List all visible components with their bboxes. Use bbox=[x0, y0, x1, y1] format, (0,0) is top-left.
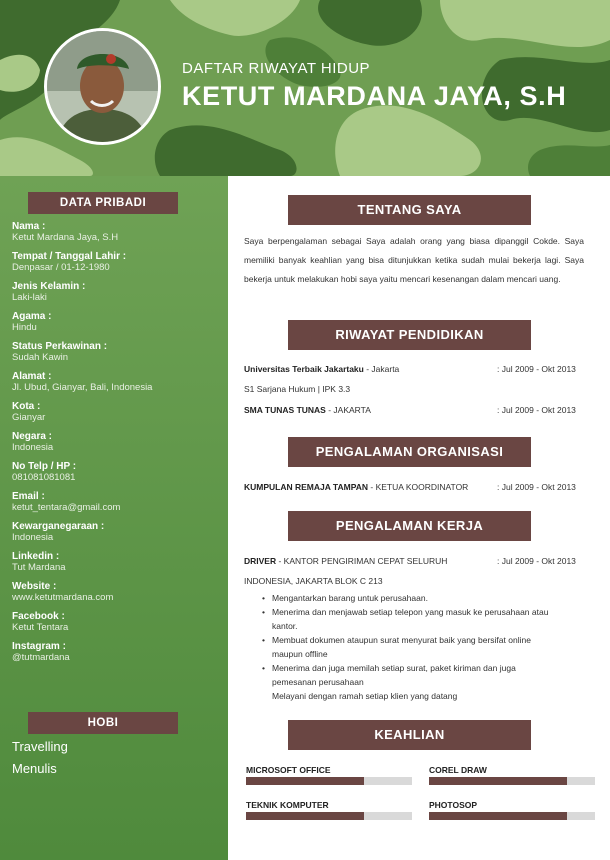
organization-title: PENGALAMAN ORGANISASI bbox=[288, 437, 531, 467]
sidebar bbox=[0, 176, 228, 860]
personal-data-value: Indonesia bbox=[12, 442, 54, 453]
work-company: - KANTOR PENGIRIMAN CEPAT SELURUH bbox=[276, 556, 448, 566]
skill-name: MICROSOFT OFFICE bbox=[246, 765, 331, 775]
skill-level-fill bbox=[429, 812, 567, 820]
hobby-item: Menulis bbox=[12, 761, 57, 776]
personal-data-value: ketut_tentara@gmail.com bbox=[12, 502, 121, 513]
personal-data-item bbox=[12, 401, 222, 431]
personal-data-item bbox=[12, 611, 222, 641]
personal-data-item bbox=[12, 431, 222, 461]
personal-data-item bbox=[12, 371, 222, 401]
personal-data-label: Jenis Kelamin : bbox=[12, 281, 86, 292]
header-banner bbox=[0, 0, 610, 176]
personal-data-label: Linkedin : bbox=[12, 551, 60, 562]
personal-data-label: Agama : bbox=[12, 311, 52, 322]
candidate-name: KETUT MARDANA JAYA, S.H bbox=[182, 81, 567, 111]
skill-bar bbox=[429, 777, 595, 785]
hobby-title: HOBI bbox=[28, 712, 178, 734]
personal-data-value: Hindu bbox=[12, 322, 37, 333]
education-date: : Jul 2009 - Okt 2013 bbox=[497, 364, 576, 374]
personal-data-value: Ketut Tentara bbox=[12, 622, 69, 633]
personal-data-item bbox=[12, 641, 222, 671]
organization-entry bbox=[244, 482, 468, 492]
personal-data-item bbox=[12, 281, 222, 311]
skill-bar bbox=[429, 812, 595, 820]
personal-data-value: Ketut Mardana Jaya, S.H bbox=[12, 232, 119, 243]
personal-data-value: Tut Mardana bbox=[12, 562, 66, 573]
personal-data-label: Kewarganegaraan : bbox=[12, 521, 105, 532]
duty-extra: Melayani dengan ramah setiap klien yang datang bbox=[272, 691, 458, 701]
personal-data-list bbox=[12, 221, 222, 671]
personal-data-label: Website : bbox=[12, 581, 57, 592]
work-date: : Jul 2009 - Okt 2013 bbox=[497, 556, 576, 566]
education-entry bbox=[244, 364, 399, 374]
organization-date: : Jul 2009 - Okt 2013 bbox=[497, 482, 576, 492]
skill-bar bbox=[246, 777, 412, 785]
about-title: TENTANG SAYA bbox=[288, 195, 531, 225]
personal-data-item bbox=[12, 521, 222, 551]
personal-data-label: Negara : bbox=[12, 431, 53, 442]
work-title: PENGALAMAN KERJA bbox=[288, 511, 531, 541]
skill-level-fill bbox=[429, 777, 567, 785]
personal-data-label: Facebook : bbox=[12, 611, 65, 622]
personal-data-item bbox=[12, 311, 222, 341]
duty-item: • Mengantarkan barang untuk perusahaan. bbox=[262, 591, 562, 605]
soldier-portrait-icon bbox=[47, 31, 158, 142]
skill-name: PHOTOSOP bbox=[429, 800, 478, 810]
school-name: SMA TUNAS TUNAS bbox=[244, 405, 326, 415]
organization-role: - KETUA KOORDINATOR bbox=[368, 482, 469, 492]
personal-data-item bbox=[12, 491, 222, 521]
profile-photo bbox=[44, 28, 161, 145]
skill-bar bbox=[246, 812, 412, 820]
work-duties-list bbox=[262, 591, 562, 703]
personal-data-label: Nama : bbox=[12, 221, 46, 232]
duty-item: • Membuat dokumen ataupun surat menyurat baik yang bersifat online maupun offline bbox=[262, 633, 562, 661]
personal-data-label: No Telp / HP : bbox=[12, 461, 77, 472]
skill-name: COREL DRAW bbox=[429, 765, 487, 775]
education-title: RIWAYAT PENDIDIKAN bbox=[288, 320, 531, 350]
personal-data-value: @tutmardana bbox=[12, 652, 70, 663]
personal-data-item bbox=[12, 251, 222, 281]
document-subtitle: DAFTAR RIWAYAT HIDUP bbox=[182, 60, 371, 77]
personal-data-value: Denpasar / 01-12-1980 bbox=[12, 262, 110, 273]
work-position: DRIVER bbox=[244, 556, 277, 566]
duty-item: • Menerima dan menjawab setiap telepon yang masuk ke perusahaan atau kantor. bbox=[262, 605, 562, 633]
personal-data-value: Sudah Kawin bbox=[12, 352, 68, 363]
personal-data-item bbox=[12, 221, 222, 251]
personal-data-title: DATA PRIBADI bbox=[28, 192, 178, 214]
organization-name: KUMPULAN REMAJA TAMPAN bbox=[244, 482, 369, 492]
about-text: Saya berpengalaman sebagai Saya adalah orang yang biasa dipanggil Cokde. Saya memiliki banyak keahlian yang bisa ditunjukkan ketika sudah mulai bekerja lagi. Saya bekerja untuk melakukan hobi saya yaitu mencari kesenangan dalam mencari uang. bbox=[244, 236, 584, 284]
skill-name: TEKNIK KOMPUTER bbox=[246, 800, 329, 810]
personal-data-value: www.ketutmardana.com bbox=[12, 592, 114, 603]
personal-data-value: Gianyar bbox=[12, 412, 46, 423]
work-company-line2: INDONESIA, JAKARTA BLOK C 213 bbox=[244, 576, 383, 586]
personal-data-item bbox=[12, 551, 222, 581]
education-entry bbox=[244, 405, 371, 415]
personal-data-label: Kota : bbox=[12, 401, 41, 412]
education-date: : Jul 2009 - Okt 2013 bbox=[497, 405, 576, 415]
education-detail: S1 Sarjana Hukum | IPK 3.3 bbox=[244, 384, 351, 394]
personal-data-value: 081081081081 bbox=[12, 472, 76, 483]
school-place: - JAKARTA bbox=[325, 405, 371, 415]
hobby-item: Travelling bbox=[12, 739, 68, 754]
school-place: - Jakarta bbox=[363, 364, 400, 374]
school-name: Universitas Terbaik Jakartaku bbox=[244, 364, 364, 374]
personal-data-item bbox=[12, 461, 222, 491]
work-entry bbox=[244, 556, 447, 566]
skill-level-fill bbox=[246, 812, 364, 820]
skill-level-fill bbox=[246, 777, 364, 785]
personal-data-value: Laki-laki bbox=[12, 292, 47, 303]
personal-data-label: Status Perkawinan : bbox=[12, 341, 108, 352]
personal-data-label: Email : bbox=[12, 491, 45, 502]
personal-data-item bbox=[12, 341, 222, 371]
personal-data-label: Tempat / Tanggal Lahir : bbox=[12, 251, 127, 262]
personal-data-value: Indonesia bbox=[12, 532, 54, 543]
personal-data-item bbox=[12, 581, 222, 611]
personal-data-label: Alamat : bbox=[12, 371, 52, 382]
personal-data-value: Jl. Ubud, Gianyar, Bali, Indonesia bbox=[12, 382, 153, 393]
duty-item: • Menerima dan juga memilah setiap surat, paket kiriman dan juga pemesanan perusahaan bbox=[262, 661, 562, 689]
skills-title: KEAHLIAN bbox=[288, 720, 531, 750]
personal-data-label: Instagram : bbox=[12, 641, 66, 652]
